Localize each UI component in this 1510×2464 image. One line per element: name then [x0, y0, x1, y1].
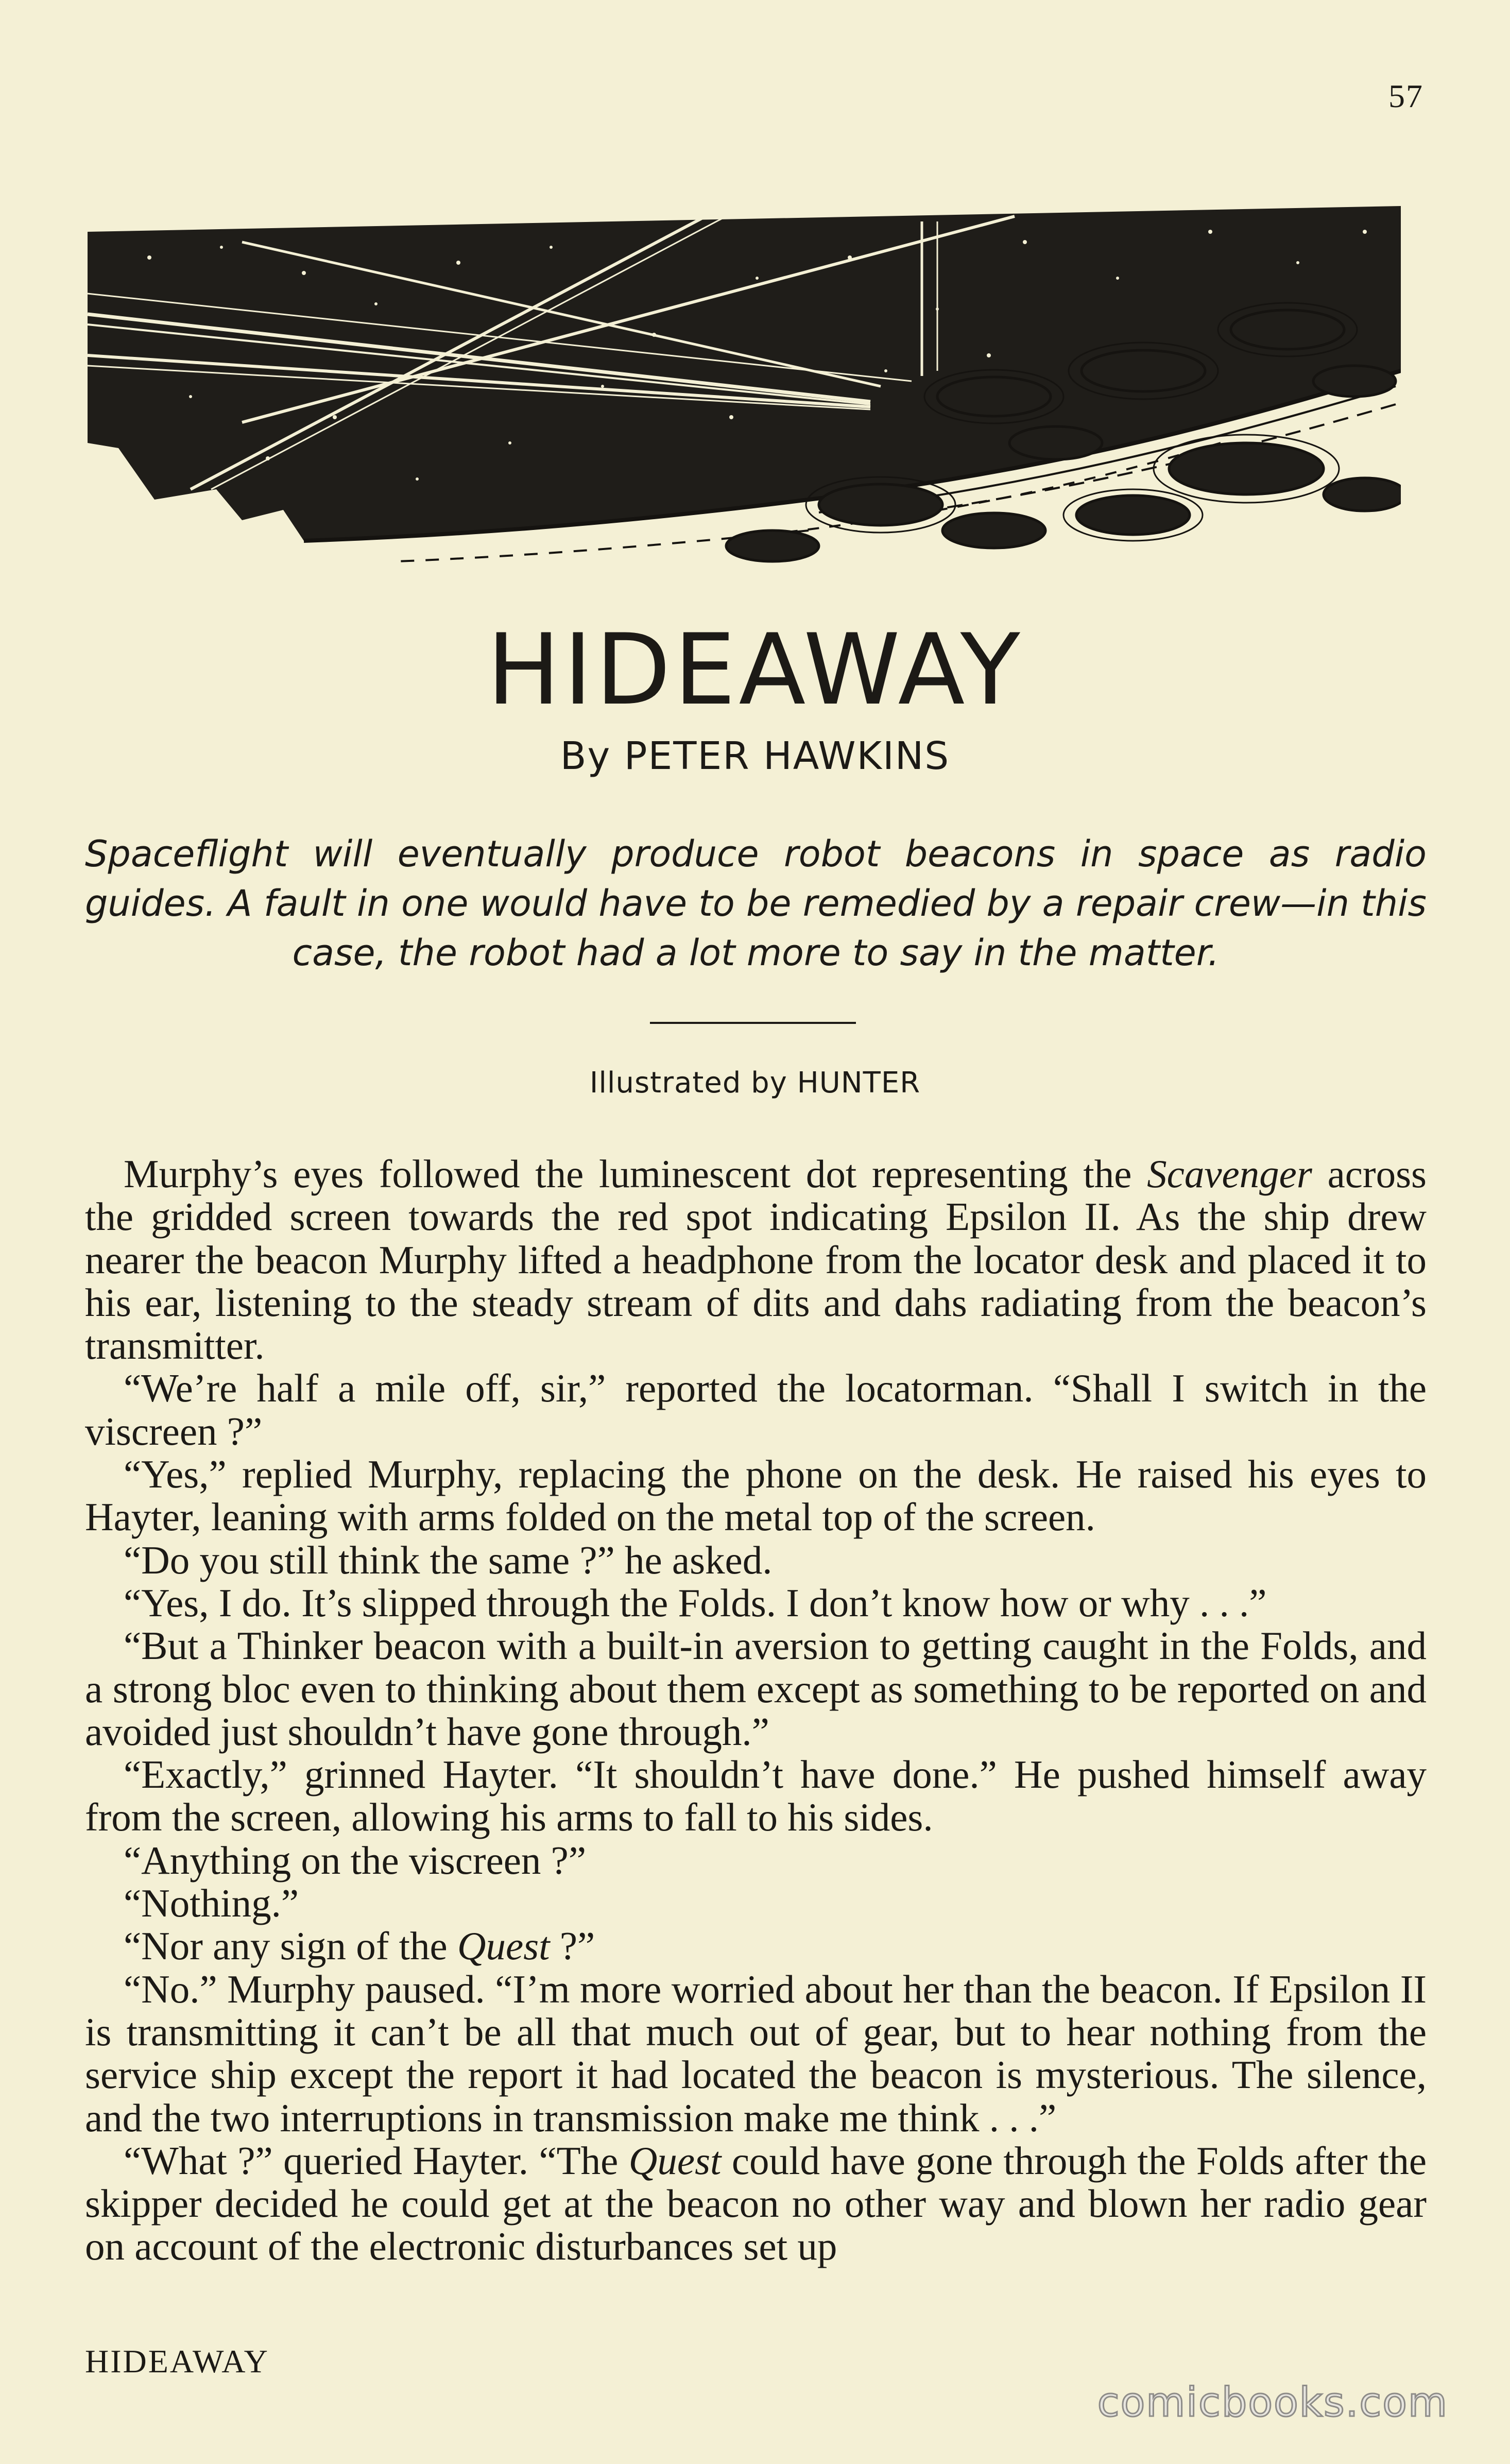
- page-number: 57: [1388, 78, 1423, 114]
- body-paragraph: [85, 2140, 1427, 2268]
- author-byline: By PETER HAWKINS: [560, 734, 950, 778]
- body-paragraph: [85, 1582, 1427, 1624]
- story-intro: Spaceflight will eventually produce robot beacons in space as radio guides. A fault in one would have to be remedied by a repair crew—in this case, the robot had a lot more to say in the matter.: [85, 833, 1427, 974]
- divider-rule: [650, 1022, 856, 1024]
- paragraph-text: “Exactly,” grinned Hayter. “It shouldn’t have done.” He pushed himself away from the screen, allowing his arms to fall to his sides.: [85, 1752, 1427, 1840]
- story-title: HIDEAWAY: [487, 613, 1023, 727]
- body-paragraph: [85, 1839, 1427, 1882]
- body-paragraph: [85, 1882, 1427, 1925]
- site-watermark: comicbooks.com: [1097, 2380, 1448, 2426]
- paragraph-text: ?”: [550, 1924, 595, 1969]
- running-footer: HIDEAWAY: [85, 2343, 269, 2380]
- moon-surface-svg: [88, 201, 1401, 572]
- paragraph-text: “Nor any sign of the: [124, 1924, 457, 1969]
- paragraph-text: “Do you still think the same ?” he asked.: [124, 1537, 773, 1582]
- paragraph-text: “But a Thinker beacon with a built-in aversion to getting caught in the Folds, and a strong bloc even to thinking about them except as something to be reported on and avoided just shouldn’t have gone through.”: [85, 1623, 1427, 1754]
- body-paragraph: [85, 1624, 1427, 1753]
- paragraph-text: “We’re half a mile off, sir,” reported the locatorman. “Shall I switch in the viscreen ?”: [85, 1366, 1427, 1453]
- italic-ship-name: Scavenger: [1147, 1152, 1312, 1196]
- paragraph-text: “Nothing.”: [124, 1881, 299, 1926]
- body-paragraph: [85, 1453, 1427, 1539]
- body-paragraph: [85, 1968, 1427, 2140]
- paragraph-text: Murphy’s eyes followed the luminescent dot representing the: [124, 1152, 1147, 1196]
- moon-surface-illustration: [88, 201, 1401, 572]
- body-paragraph: [85, 1925, 1427, 1967]
- italic-ship-name: Quest: [457, 1924, 550, 1969]
- paragraph-text: “No.” Murphy paused. “I’m more worried about her than the beacon. If Epsilon II is transmitting it can’t be all that much out of gear, but to hear nothing from the service ship except the report it had located the beacon is mysterious. The silence, and the two interruptions in transmission make me think . . .”: [85, 1966, 1427, 2140]
- body-paragraph: [85, 1753, 1427, 1839]
- italic-ship-name: Quest: [628, 2138, 722, 2183]
- paragraph-text: “Yes,” replied Murphy, replacing the phone on the desk. He raised his eyes to Hayter, leaning with arms folded on the metal top of the screen.: [85, 1452, 1427, 1539]
- body-paragraph: [85, 1539, 1427, 1582]
- body-paragraph: [85, 1367, 1427, 1453]
- paragraph-text: “Yes, I do. It’s slipped through the Folds. I don’t know how or why . . .”: [124, 1580, 1267, 1625]
- paragraph-text: could have gone through the Folds after the skipper decided he could get at the beacon no other way and blown her radio gear on account of the electronic disturbances set up: [85, 2138, 1427, 2269]
- illustrator-credit: Illustrated by HUNTER: [589, 1066, 921, 1100]
- paragraph-text: across the gridded screen towards the red spot indicating Epsilon II. As the ship drew nearer the beacon Murphy lifted a headphone from the locator desk and placed it to his ear, listening to the steady stream of dits and dahs radiating from the beacon’s transmitter.: [85, 1152, 1427, 1368]
- paragraph-text: “Anything on the viscreen ?”: [124, 1838, 587, 1883]
- story-body: [85, 1153, 1427, 2268]
- paragraph-text: “What ?” queried Hayter. “The: [124, 2138, 629, 2183]
- body-paragraph: [85, 1153, 1427, 1367]
